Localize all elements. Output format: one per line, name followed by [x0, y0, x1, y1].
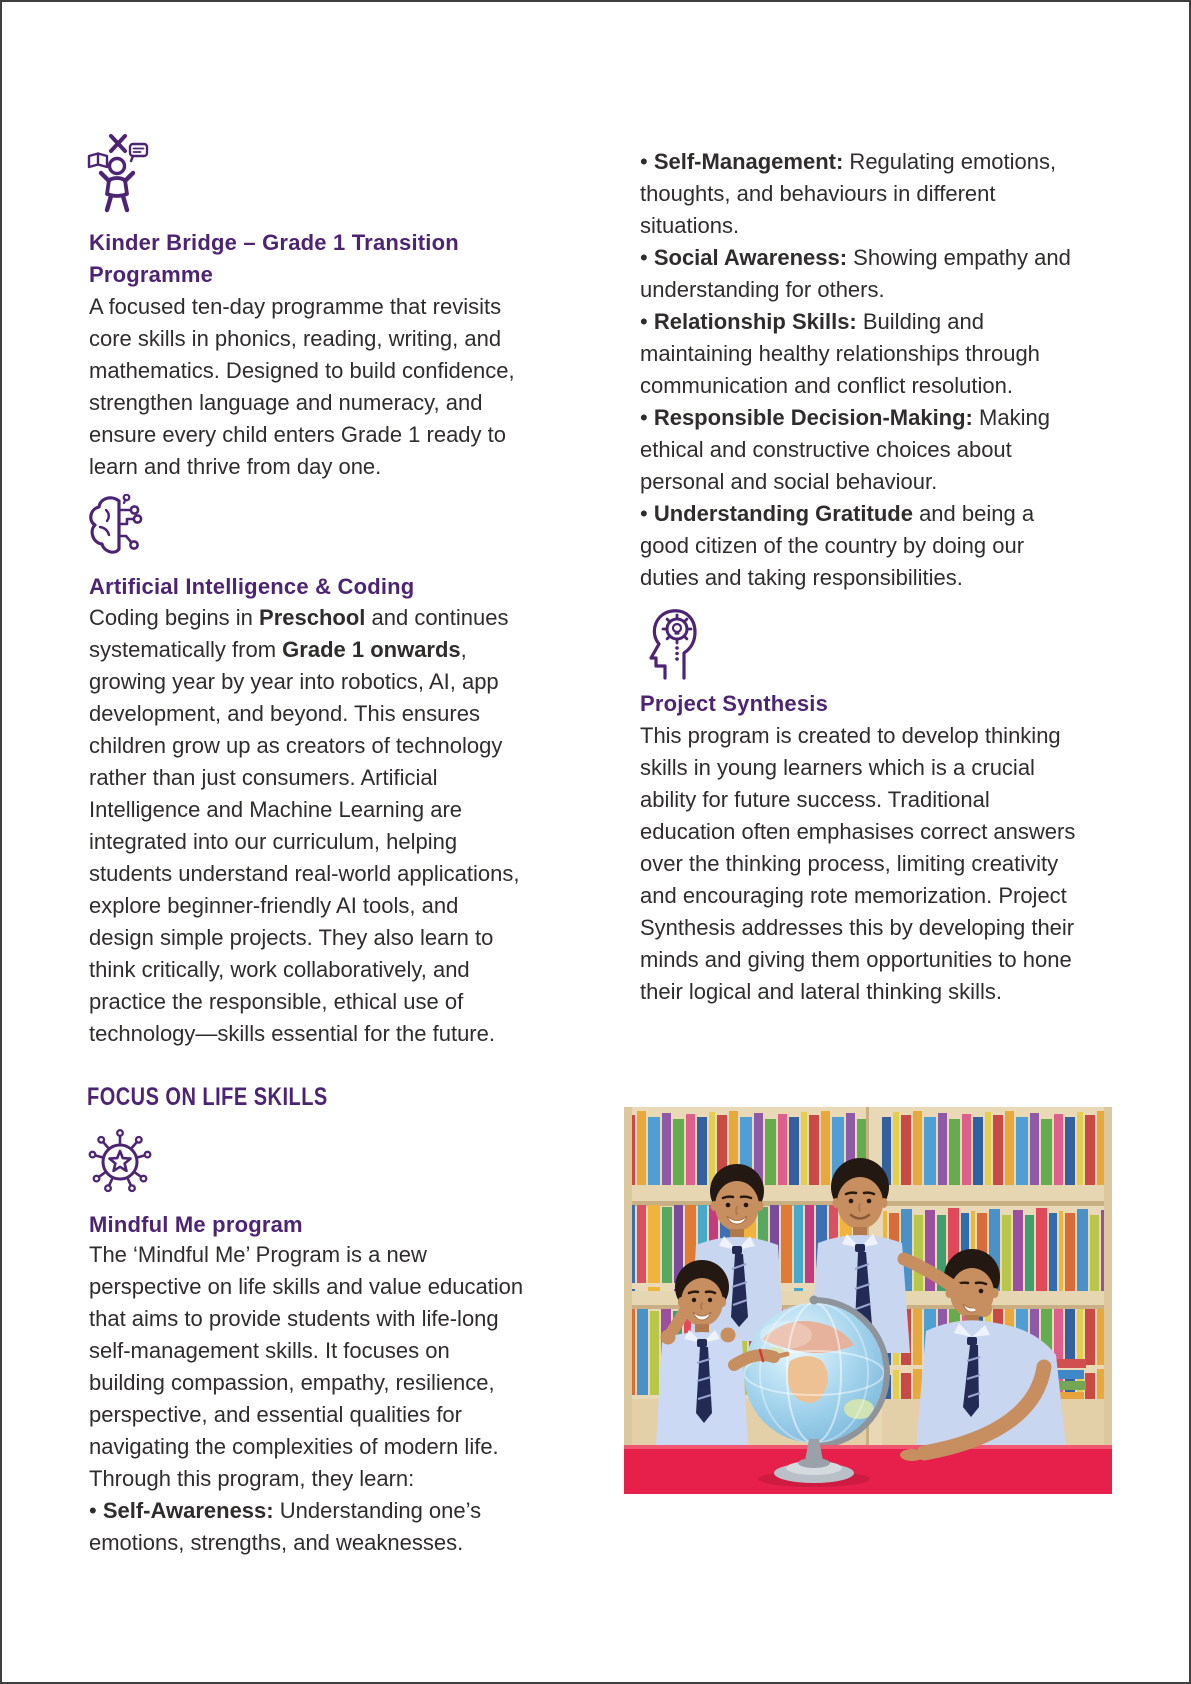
library-photo-illustration [624, 1107, 1112, 1494]
ai-brain-icon [86, 494, 150, 558]
bullet-item: • Social Awareness: Showing empathy and understanding for others. [640, 245, 1071, 302]
bullet-item: • Self-Awareness: Understanding one’s emotions, strengths, and weaknesses. [89, 1498, 482, 1555]
red-table [624, 1445, 1112, 1494]
bullet-item: • Self-Management: Regulating emotions, thoughts, and behaviours in different situations. [640, 149, 1057, 238]
kinder-heading: Kinder Bridge – Grade 1 Transition Programme [89, 230, 459, 287]
thinking-head-icon [640, 604, 704, 680]
synthesis-body: This program is created to develop thinking skills in young learners which is a crucial ability for future success. Traditional education often emphasises correct answers over the thinking process, limiting creativity and encouraging rote memorization. Project Synthesis addresses this by developing their minds and giving them opportunities to hone their logical and lateral thinking skills. [640, 723, 1076, 1004]
life-skills-bullet-list [640, 146, 1076, 594]
child-learning-icon [86, 132, 150, 216]
ai-heading: Artificial Intelligence & Coding [89, 574, 415, 599]
bullet-item: • Responsible Decision-Making: Making ethical and constructive choices about personal and social behaviour. [640, 405, 1050, 494]
synthesis-heading: Project Synthesis [640, 691, 829, 716]
mindful-star-icon [86, 1126, 154, 1198]
life-skills-section-heading: FOCUS ON LIFE SKILLS [87, 1083, 328, 1111]
ai-body: Coding begins in Preschool and continues systematically from Grade 1 onwards, growing year by year into robotics, AI, app development, and beyond. This ensures children grow up as creators of technology rather than just consumers. Artificial Intelligence and Machine Learning are integrated into our curriculum, helping students understand real-world applications, explore beginner-friendly AI tools, and design simple projects. They also learn to think critically, work collaboratively, and practice the responsible, ethical use of technology—skills essential for the future. [89, 605, 520, 1046]
bullet-item: • Relationship Skills: Building and maintaining healthy relationships through communication and conflict resolution. [640, 309, 1040, 398]
kinder-body: A focused ten-day programme that revisits core skills in phonics, reading, writing, and mathematics. Designed to build confidence, strengthen language and numeracy, and ensure every child enters Grade 1 ready to learn and thrive from day one. [89, 294, 515, 479]
mindful-section-body [89, 1239, 525, 1559]
mindful-heading: Mindful Me program [89, 1212, 303, 1237]
bullet-item: • Understanding Gratitude and being a good citizen of the country by doing our duties and taking responsibilities. [640, 501, 1035, 590]
mindful-bullets [89, 1495, 525, 1559]
library-photo [624, 1107, 1112, 1494]
mindful-body: The ‘Mindful Me’ Program is a new perspective on life skills and value education that aims to provide students with life-long self-management skills. It focuses on building compassion, empathy, resilience, perspective, and essential qualities for navigating the complexities of modern life. Through this program, they learn: [89, 1242, 524, 1491]
